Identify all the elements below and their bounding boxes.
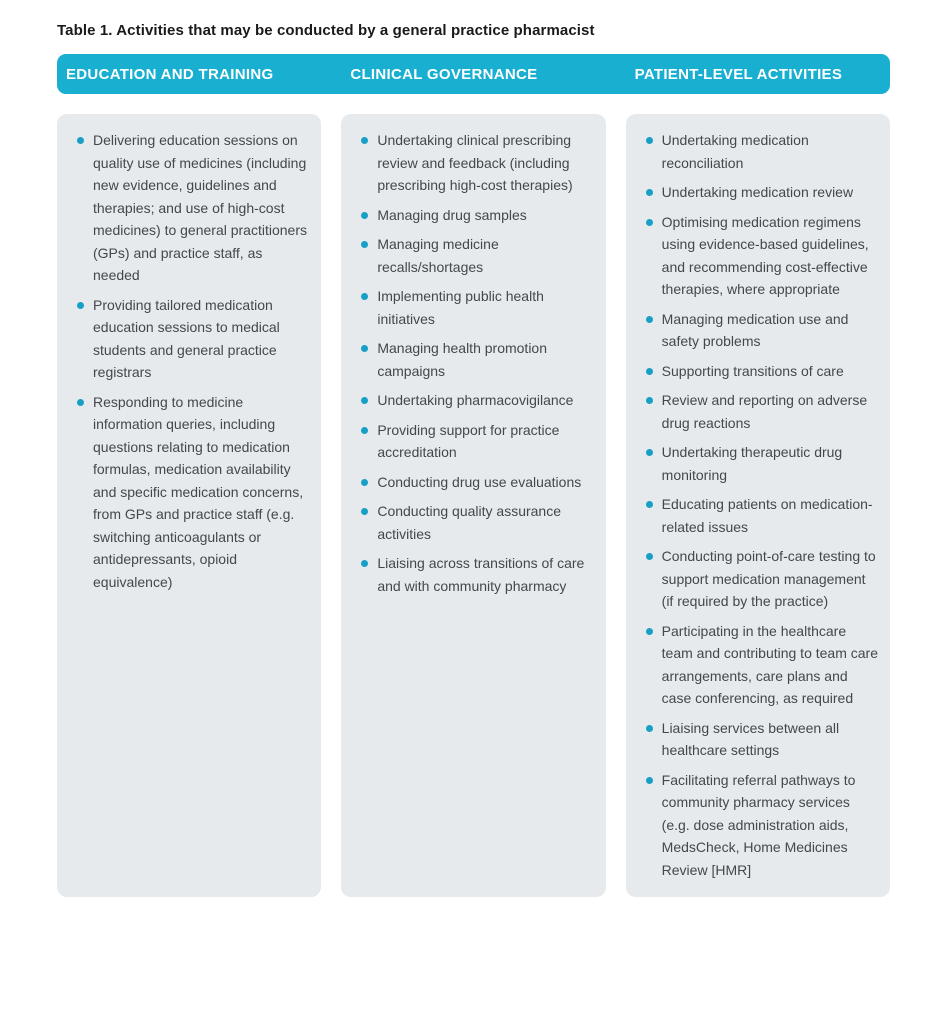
list-item — [646, 360, 879, 383]
bullet-list — [361, 129, 594, 597]
list-item — [361, 204, 594, 227]
bullet-icon — [361, 427, 368, 434]
list-item — [646, 493, 879, 538]
bullet-icon — [646, 189, 653, 196]
list-item-text: Implementing public health initiatives — [377, 288, 544, 327]
list-item — [646, 389, 879, 434]
list-item-text: Undertaking therapeutic drug monitoring — [661, 444, 843, 483]
bullet-icon — [77, 399, 84, 406]
list-item — [646, 181, 879, 204]
list-item-text: Undertaking medication review — [661, 184, 854, 200]
list-item-text: Conducting point-of-care testing to support medication management (if required by the practice) — [661, 548, 876, 609]
bullet-icon — [361, 560, 368, 567]
list-item-text: Managing health promotion campaigns — [377, 340, 547, 379]
list-item — [361, 389, 594, 412]
list-item-text: Liaising services between all healthcare settings — [661, 719, 840, 758]
list-item-text: Undertaking pharmacovigilance — [377, 392, 574, 408]
bullet-icon — [646, 219, 653, 226]
bullet-icon — [77, 302, 84, 309]
list-item — [646, 129, 879, 174]
column-header-clinical-governance: CLINICAL GOVERNANCE — [350, 65, 538, 83]
list-item — [646, 717, 879, 762]
list-item — [361, 233, 594, 278]
bullet-icon — [646, 725, 653, 732]
bullet-icon — [361, 293, 368, 300]
bullet-icon — [361, 508, 368, 515]
list-item-text: Participating in the healthcare team and contributing to team care arrangements, care plans and case conferencing, as required — [661, 622, 878, 706]
list-item — [646, 545, 879, 613]
list-item — [646, 620, 879, 710]
bullet-icon — [646, 316, 653, 323]
table-header-bar — [57, 54, 890, 94]
list-item-text: Review and reporting on adverse drug reactions — [661, 392, 868, 431]
bullet-icon — [646, 628, 653, 635]
list-item — [646, 308, 879, 353]
list-item — [361, 500, 594, 545]
list-item-text: Educating patients on medication-related issues — [661, 496, 873, 535]
bullet-icon — [646, 777, 653, 784]
list-item-text: Undertaking medication reconciliation — [661, 132, 809, 171]
list-item — [361, 471, 594, 494]
column-clinical-governance — [341, 114, 605, 897]
bullet-icon — [77, 137, 84, 144]
table-title: Table 1. Activities that may be conducted by a general practice pharmacist — [57, 22, 595, 39]
bullet-icon — [361, 241, 368, 248]
bullet-icon — [361, 212, 368, 219]
bullet-icon — [646, 137, 653, 144]
list-item-text: Providing support for practice accreditation — [377, 421, 560, 460]
list-item-text: Conducting drug use evaluations — [377, 473, 582, 490]
table-body — [57, 114, 890, 897]
list-item-text: Undertaking clinical prescribing review and feedback (including prescribing high-cost therapies) — [377, 132, 573, 193]
bullet-icon — [646, 553, 653, 560]
bullet-icon — [646, 501, 653, 508]
list-item — [361, 285, 594, 330]
list-item — [77, 129, 310, 287]
list-item-text: Liaising across transitions of care and with community pharmacy — [377, 555, 585, 594]
column-header-patient-level-activities: PATIENT-LEVEL ACTIVITIES — [634, 65, 843, 83]
list-item — [77, 294, 310, 384]
column-education-and-training — [57, 114, 321, 897]
list-item-text: Managing drug samples — [377, 206, 527, 223]
list-item — [77, 391, 310, 594]
column-header-education-and-training: EDUCATION AND TRAINING — [66, 65, 274, 83]
bullet-icon — [646, 368, 653, 375]
list-item — [646, 441, 879, 486]
column-patient-level-activities — [626, 114, 890, 897]
bullet-icon — [361, 345, 368, 352]
list-item — [361, 129, 594, 197]
bullet-list — [77, 129, 310, 593]
list-item — [646, 769, 879, 882]
list-item-text: Managing medication use and safety problems — [661, 310, 849, 349]
list-item — [361, 337, 594, 382]
list-item-text: Supporting transitions of care — [661, 362, 844, 379]
list-item-text: Conducting quality assurance activities — [377, 503, 561, 542]
list-item-text: Managing medicine recalls/shortages — [377, 236, 499, 275]
list-item-text: Optimising medication regimens using evidence-based guidelines, and recommending cost-effective therapies, where appropriate — [661, 213, 869, 297]
list-item-text: Facilitating referral pathways to community pharmacy services (e.g. dose administration aids, MedsCheck, Home Medicines Review [HMR] — [661, 771, 856, 878]
list-item-text: Providing tailored medication education sessions to medical students and general practice registrars — [93, 296, 280, 380]
list-item — [361, 552, 594, 597]
bullet-icon — [361, 137, 368, 144]
list-item — [361, 419, 594, 464]
bullet-list — [646, 129, 879, 881]
list-item-text: Delivering education sessions on quality use of medicines (including new evidence, guidelines and therapies; and use of high-cost medicines) to general practitioners (GPs) and practice staff, as needed — [93, 132, 307, 283]
list-item — [646, 211, 879, 301]
list-item-text: Responding to medicine information queries, including questions relating to medication formulas, medication availability and specific medication concerns, from GPs and practice staff (e.g. switching anticoagulants or antidepressants, opioid equivalence) — [93, 393, 304, 590]
bullet-icon — [646, 449, 653, 456]
bullet-icon — [361, 397, 368, 404]
bullet-icon — [361, 479, 368, 486]
bullet-icon — [646, 397, 653, 404]
